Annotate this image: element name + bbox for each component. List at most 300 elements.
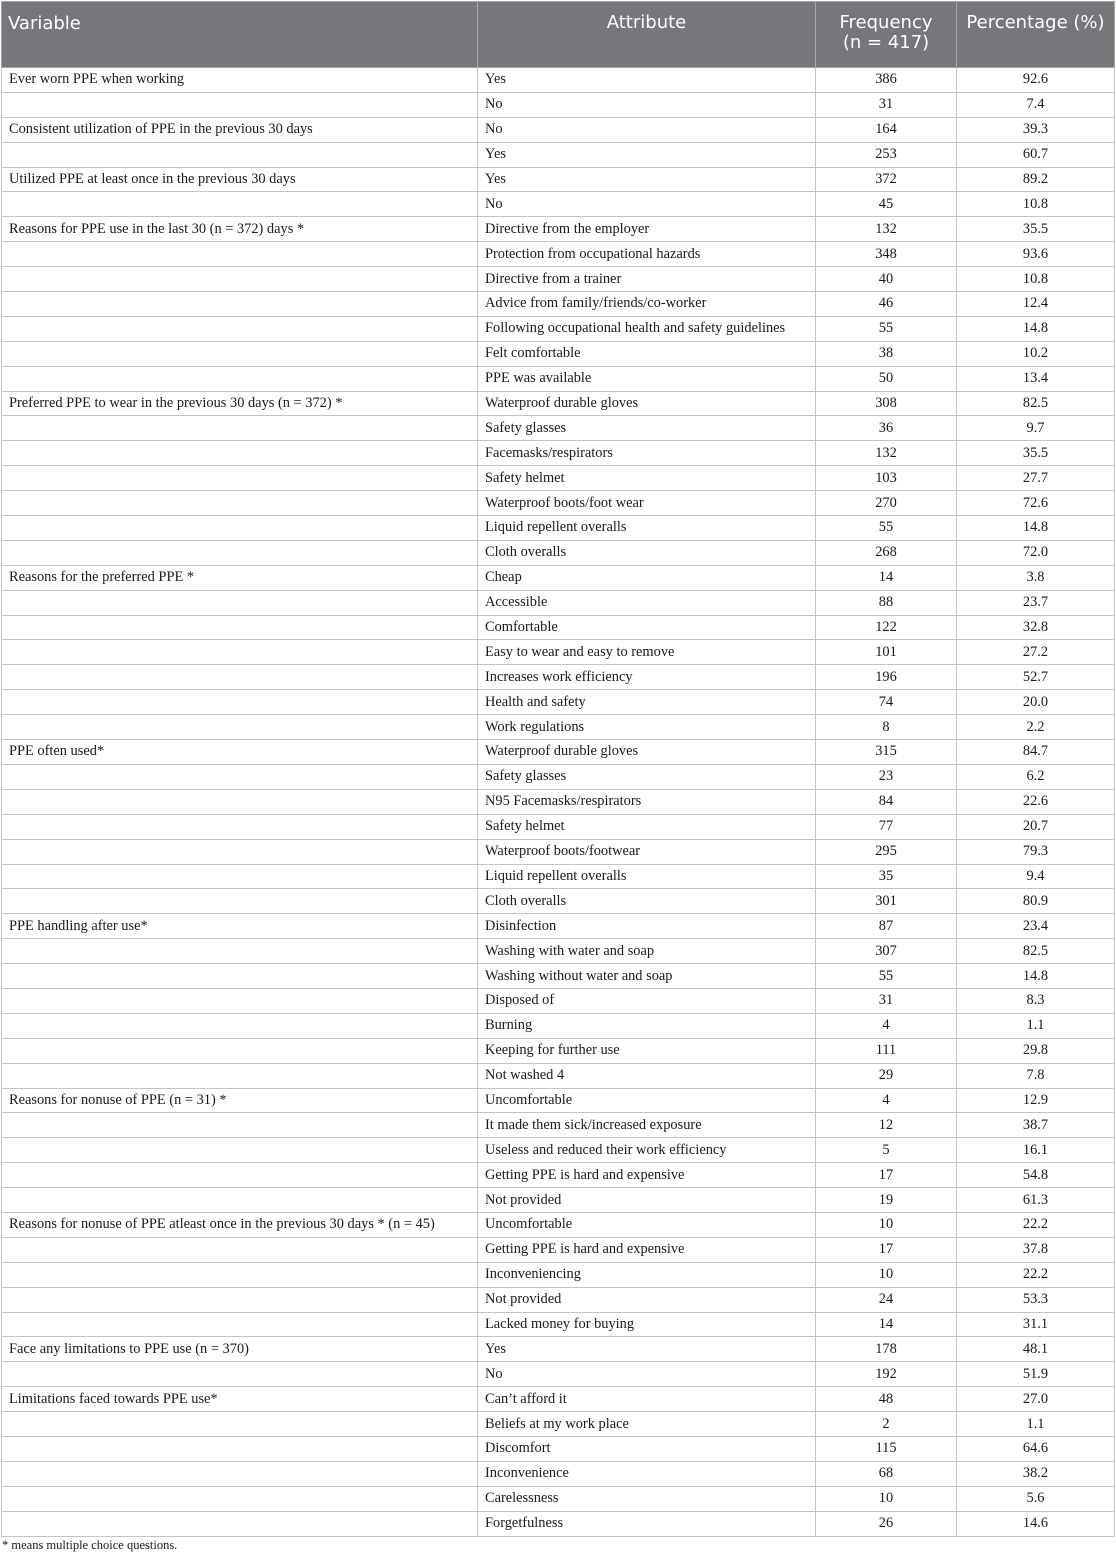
table-row [2, 690, 1115, 715]
cell-percentage: 9.7 [957, 416, 1115, 441]
cell-frequency: 12 [816, 1113, 957, 1138]
cell-frequency: 115 [816, 1436, 957, 1461]
cell-percentage: 51.9 [957, 1362, 1115, 1387]
cell-frequency: 24 [816, 1287, 957, 1312]
table-row [2, 740, 1115, 765]
table-row [2, 640, 1115, 665]
header-frequency-label: Frequency [839, 12, 933, 33]
table-row [2, 68, 1115, 93]
cell-variable [2, 939, 478, 964]
cell-frequency: 48 [816, 1387, 957, 1412]
cell-percentage: 38.2 [957, 1461, 1115, 1486]
table-row [2, 416, 1115, 441]
cell-variable [2, 1038, 478, 1063]
cell-variable: Face any limitations to PPE use (n = 370) [2, 1337, 478, 1362]
cell-variable [2, 1362, 478, 1387]
table-row [2, 1287, 1115, 1312]
cell-variable [2, 192, 478, 217]
cell-variable [2, 1262, 478, 1287]
table-row [2, 1188, 1115, 1213]
cell-percentage: 14.8 [957, 516, 1115, 541]
cell-variable [2, 814, 478, 839]
cell-percentage: 6.2 [957, 764, 1115, 789]
cell-percentage: 93.6 [957, 242, 1115, 267]
cell-variable [2, 540, 478, 565]
cell-variable [2, 1511, 478, 1536]
cell-attribute: Not provided [478, 1188, 816, 1213]
cell-variable [2, 839, 478, 864]
cell-percentage: 10.8 [957, 192, 1115, 217]
cell-variable: Ever worn PPE when working [2, 68, 478, 93]
table-row [2, 964, 1115, 989]
cell-percentage: 92.6 [957, 68, 1115, 93]
cell-variable [2, 416, 478, 441]
cell-attribute: Waterproof durable gloves [478, 740, 816, 765]
cell-frequency: 307 [816, 939, 957, 964]
table-row [2, 167, 1115, 192]
cell-variable [2, 267, 478, 292]
cell-variable [2, 640, 478, 665]
cell-attribute: Liquid repellent overalls [478, 864, 816, 889]
cell-frequency: 40 [816, 267, 957, 292]
cell-percentage: 39.3 [957, 117, 1115, 142]
cell-percentage: 31.1 [957, 1312, 1115, 1337]
cell-frequency: 8 [816, 715, 957, 740]
cell-variable [2, 889, 478, 914]
cell-frequency: 268 [816, 540, 957, 565]
cell-attribute: Safety glasses [478, 416, 816, 441]
cell-attribute: No [478, 192, 816, 217]
cell-percentage: 20.7 [957, 814, 1115, 839]
table-row [2, 1387, 1115, 1412]
cell-attribute: Following occupational health and safety guidelines [478, 316, 816, 341]
table-row [2, 1013, 1115, 1038]
cell-attribute: Protection from occupational hazards [478, 242, 816, 267]
cell-frequency: 270 [816, 491, 957, 516]
table-row [2, 939, 1115, 964]
cell-attribute: Comfortable [478, 615, 816, 640]
cell-percentage: 16.1 [957, 1138, 1115, 1163]
cell-percentage: 61.3 [957, 1188, 1115, 1213]
cell-variable [2, 715, 478, 740]
cell-attribute: Safety helmet [478, 466, 816, 491]
header-percentage: Percentage (%) [957, 2, 1115, 68]
cell-variable [2, 1412, 478, 1437]
cell-frequency: 164 [816, 117, 957, 142]
cell-variable [2, 1287, 478, 1312]
cell-frequency: 196 [816, 665, 957, 690]
table-row [2, 1063, 1115, 1088]
cell-attribute: Getting PPE is hard and expensive [478, 1237, 816, 1262]
cell-percentage: 27.0 [957, 1387, 1115, 1412]
cell-attribute: Uncomfortable [478, 1212, 816, 1237]
cell-frequency: 315 [816, 740, 957, 765]
table-row [2, 466, 1115, 491]
cell-variable [2, 292, 478, 317]
cell-variable [2, 665, 478, 690]
cell-frequency: 4 [816, 1088, 957, 1113]
table-row [2, 1138, 1115, 1163]
cell-percentage: 89.2 [957, 167, 1115, 192]
cell-frequency: 10 [816, 1212, 957, 1237]
cell-frequency: 55 [816, 964, 957, 989]
header-frequency [816, 2, 957, 68]
cell-frequency: 29 [816, 1063, 957, 1088]
cell-attribute: It made them sick/increased exposure [478, 1113, 816, 1138]
cell-frequency: 36 [816, 416, 957, 441]
cell-percentage: 27.2 [957, 640, 1115, 665]
cell-attribute: Directive from a trainer [478, 267, 816, 292]
cell-percentage: 22.2 [957, 1212, 1115, 1237]
cell-frequency: 26 [816, 1511, 957, 1536]
cell-variable [2, 1013, 478, 1038]
cell-variable [2, 366, 478, 391]
cell-frequency: 308 [816, 391, 957, 416]
cell-variable: Reasons for PPE use in the last 30 (n = 372) days * [2, 217, 478, 242]
cell-percentage: 80.9 [957, 889, 1115, 914]
cell-attribute: Lacked money for buying [478, 1312, 816, 1337]
table-row [2, 341, 1115, 366]
cell-variable [2, 988, 478, 1013]
cell-percentage: 13.4 [957, 366, 1115, 391]
cell-variable: Limitations faced towards PPE use* [2, 1387, 478, 1412]
cell-frequency: 295 [816, 839, 957, 864]
cell-frequency: 372 [816, 167, 957, 192]
cell-variable [2, 590, 478, 615]
cell-percentage: 12.9 [957, 1088, 1115, 1113]
cell-frequency: 132 [816, 441, 957, 466]
table-row [2, 764, 1115, 789]
cell-percentage: 54.8 [957, 1163, 1115, 1188]
cell-variable [2, 142, 478, 167]
cell-variable [2, 1163, 478, 1188]
cell-frequency: 88 [816, 590, 957, 615]
cell-variable: PPE handling after use* [2, 914, 478, 939]
cell-attribute: Cloth overalls [478, 889, 816, 914]
table-row [2, 1337, 1115, 1362]
cell-percentage: 22.2 [957, 1262, 1115, 1287]
cell-variable [2, 466, 478, 491]
cell-percentage: 27.7 [957, 466, 1115, 491]
cell-frequency: 103 [816, 466, 957, 491]
header-frequency-n: (n = 417) [842, 32, 930, 53]
table-row [2, 1113, 1115, 1138]
cell-attribute: Accessible [478, 590, 816, 615]
cell-variable [2, 789, 478, 814]
cell-attribute: Yes [478, 142, 816, 167]
cell-frequency: 14 [816, 1312, 957, 1337]
cell-percentage: 7.4 [957, 92, 1115, 117]
cell-attribute: No [478, 92, 816, 117]
cell-frequency: 386 [816, 68, 957, 93]
cell-variable [2, 1461, 478, 1486]
cell-attribute: Cloth overalls [478, 540, 816, 565]
table-body [2, 68, 1115, 1537]
cell-attribute: Waterproof durable gloves [478, 391, 816, 416]
cell-variable [2, 1237, 478, 1262]
cell-attribute: Forgetfulness [478, 1511, 816, 1536]
cell-attribute: No [478, 1362, 816, 1387]
cell-frequency: 5 [816, 1138, 957, 1163]
cell-attribute: Yes [478, 68, 816, 93]
cell-frequency: 74 [816, 690, 957, 715]
cell-frequency: 122 [816, 615, 957, 640]
table-row [2, 391, 1115, 416]
cell-attribute: Beliefs at my work place [478, 1412, 816, 1437]
cell-attribute: Not washed 4 [478, 1063, 816, 1088]
cell-frequency: 55 [816, 316, 957, 341]
cell-attribute: Washing with water and soap [478, 939, 816, 964]
header-row [2, 2, 1115, 68]
cell-variable [2, 1138, 478, 1163]
table-row [2, 1163, 1115, 1188]
cell-attribute: Work regulations [478, 715, 816, 740]
cell-variable [2, 1436, 478, 1461]
cell-frequency: 253 [816, 142, 957, 167]
table-row [2, 516, 1115, 541]
cell-attribute: Can’t afford it [478, 1387, 816, 1412]
cell-variable [2, 316, 478, 341]
header-variable: Variable [2, 2, 478, 68]
table-row [2, 1038, 1115, 1063]
cell-attribute: Health and safety [478, 690, 816, 715]
table-row [2, 1237, 1115, 1262]
cell-percentage: 14.8 [957, 964, 1115, 989]
cell-attribute: Useless and reduced their work efficiency [478, 1138, 816, 1163]
table-row [2, 491, 1115, 516]
cell-percentage: 53.3 [957, 1287, 1115, 1312]
cell-attribute: Keeping for further use [478, 1038, 816, 1063]
table-row [2, 1436, 1115, 1461]
cell-percentage: 9.4 [957, 864, 1115, 889]
table-row [2, 192, 1115, 217]
table-row [2, 1212, 1115, 1237]
table-row [2, 615, 1115, 640]
cell-frequency: 301 [816, 889, 957, 914]
footnote: * means multiple choice questions. [2, 1538, 178, 1552]
cell-frequency: 19 [816, 1188, 957, 1213]
cell-percentage: 32.8 [957, 615, 1115, 640]
cell-attribute: Safety glasses [478, 764, 816, 789]
cell-percentage: 72.6 [957, 491, 1115, 516]
table-row [2, 292, 1115, 317]
cell-attribute: Getting PPE is hard and expensive [478, 1163, 816, 1188]
table-row [2, 914, 1115, 939]
cell-frequency: 10 [816, 1486, 957, 1511]
cell-attribute: Liquid repellent overalls [478, 516, 816, 541]
cell-attribute: Washing without water and soap [478, 964, 816, 989]
cell-frequency: 46 [816, 292, 957, 317]
cell-percentage: 35.5 [957, 217, 1115, 242]
table-row [2, 1486, 1115, 1511]
cell-attribute: PPE was available [478, 366, 816, 391]
cell-attribute: No [478, 117, 816, 142]
cell-percentage: 37.8 [957, 1237, 1115, 1262]
cell-frequency: 178 [816, 1337, 957, 1362]
cell-frequency: 84 [816, 789, 957, 814]
cell-attribute: Facemasks/respirators [478, 441, 816, 466]
cell-variable: Reasons for the preferred PPE * [2, 565, 478, 590]
cell-attribute: Cheap [478, 565, 816, 590]
cell-frequency: 4 [816, 1013, 957, 1038]
ppe-table [1, 1, 1115, 1537]
cell-attribute: Safety helmet [478, 814, 816, 839]
cell-percentage: 35.5 [957, 441, 1115, 466]
cell-variable [2, 615, 478, 640]
table-row [2, 889, 1115, 914]
cell-attribute: Increases work efficiency [478, 665, 816, 690]
cell-percentage: 10.2 [957, 341, 1115, 366]
cell-frequency: 14 [816, 565, 957, 590]
cell-frequency: 31 [816, 988, 957, 1013]
table-row [2, 1088, 1115, 1113]
cell-variable [2, 441, 478, 466]
table-row [2, 814, 1115, 839]
cell-attribute: N95 Facemasks/respirators [478, 789, 816, 814]
cell-percentage: 38.7 [957, 1113, 1115, 1138]
header-attribute: Attribute [478, 2, 816, 68]
cell-frequency: 68 [816, 1461, 957, 1486]
cell-frequency: 23 [816, 764, 957, 789]
cell-percentage: 84.7 [957, 740, 1115, 765]
cell-variable [2, 242, 478, 267]
cell-attribute: Discomfort [478, 1436, 816, 1461]
cell-frequency: 192 [816, 1362, 957, 1387]
cell-percentage: 2.2 [957, 715, 1115, 740]
cell-variable: Preferred PPE to wear in the previous 30 days (n = 372) * [2, 391, 478, 416]
cell-percentage: 22.6 [957, 789, 1115, 814]
cell-attribute: Felt comfortable [478, 341, 816, 366]
cell-frequency: 35 [816, 864, 957, 889]
cell-attribute: Easy to wear and easy to remove [478, 640, 816, 665]
table-row [2, 267, 1115, 292]
cell-frequency: 38 [816, 341, 957, 366]
cell-frequency: 348 [816, 242, 957, 267]
table-row [2, 864, 1115, 889]
cell-variable: Reasons for nonuse of PPE (n = 31) * [2, 1088, 478, 1113]
cell-attribute: Uncomfortable [478, 1088, 816, 1113]
table-row [2, 1511, 1115, 1536]
cell-variable [2, 92, 478, 117]
table-row [2, 665, 1115, 690]
cell-frequency: 45 [816, 192, 957, 217]
cell-frequency: 111 [816, 1038, 957, 1063]
cell-attribute: Carelessness [478, 1486, 816, 1511]
cell-variable [2, 1312, 478, 1337]
table-row [2, 988, 1115, 1013]
cell-percentage: 14.6 [957, 1511, 1115, 1536]
cell-percentage: 23.4 [957, 914, 1115, 939]
cell-percentage: 20.0 [957, 690, 1115, 715]
cell-attribute: Directive from the employer [478, 217, 816, 242]
cell-frequency: 2 [816, 1412, 957, 1437]
cell-attribute: Inconveniencing [478, 1262, 816, 1287]
cell-percentage: 14.8 [957, 316, 1115, 341]
cell-variable [2, 491, 478, 516]
table-row [2, 565, 1115, 590]
table-row [2, 366, 1115, 391]
cell-percentage: 5.6 [957, 1486, 1115, 1511]
cell-frequency: 87 [816, 914, 957, 939]
cell-frequency: 101 [816, 640, 957, 665]
cell-percentage: 1.1 [957, 1412, 1115, 1437]
cell-frequency: 17 [816, 1163, 957, 1188]
cell-variable: Consistent utilization of PPE in the previous 30 days [2, 117, 478, 142]
table-row [2, 142, 1115, 167]
cell-frequency: 55 [816, 516, 957, 541]
cell-variable [2, 1113, 478, 1138]
table-row [2, 441, 1115, 466]
cell-percentage: 79.3 [957, 839, 1115, 864]
table-row [2, 789, 1115, 814]
cell-percentage: 12.4 [957, 292, 1115, 317]
cell-frequency: 77 [816, 814, 957, 839]
cell-attribute: Waterproof boots/foot wear [478, 491, 816, 516]
cell-attribute: Yes [478, 167, 816, 192]
cell-percentage: 3.8 [957, 565, 1115, 590]
cell-variable [2, 690, 478, 715]
cell-variable: Utilized PPE at least once in the previous 30 days [2, 167, 478, 192]
cell-variable: Reasons for nonuse of PPE atleast once in the previous 30 days * (n = 45) [2, 1212, 478, 1237]
cell-percentage: 60.7 [957, 142, 1115, 167]
cell-percentage: 48.1 [957, 1337, 1115, 1362]
table-row [2, 316, 1115, 341]
cell-frequency: 50 [816, 366, 957, 391]
table-row [2, 92, 1115, 117]
table-row [2, 217, 1115, 242]
cell-percentage: 29.8 [957, 1038, 1115, 1063]
table-row [2, 1362, 1115, 1387]
cell-attribute: Waterproof boots/footwear [478, 839, 816, 864]
cell-variable [2, 764, 478, 789]
table-row [2, 117, 1115, 142]
table-row [2, 1262, 1115, 1287]
cell-variable [2, 1486, 478, 1511]
table-row [2, 839, 1115, 864]
table-row [2, 1312, 1115, 1337]
cell-attribute: Yes [478, 1337, 816, 1362]
cell-percentage: 82.5 [957, 939, 1115, 964]
cell-attribute: Disposed of [478, 988, 816, 1013]
table-row [2, 715, 1115, 740]
cell-variable [2, 964, 478, 989]
cell-frequency: 132 [816, 217, 957, 242]
cell-percentage: 8.3 [957, 988, 1115, 1013]
cell-percentage: 1.1 [957, 1013, 1115, 1038]
cell-frequency: 10 [816, 1262, 957, 1287]
table-row [2, 242, 1115, 267]
cell-percentage: 10.8 [957, 267, 1115, 292]
cell-percentage: 52.7 [957, 665, 1115, 690]
cell-attribute: Burning [478, 1013, 816, 1038]
table-row [2, 1412, 1115, 1437]
table-row [2, 1461, 1115, 1486]
cell-percentage: 72.0 [957, 540, 1115, 565]
cell-frequency: 17 [816, 1237, 957, 1262]
cell-variable [2, 341, 478, 366]
cell-percentage: 23.7 [957, 590, 1115, 615]
cell-frequency: 31 [816, 92, 957, 117]
cell-variable [2, 1188, 478, 1213]
cell-attribute: Inconvenience [478, 1461, 816, 1486]
cell-percentage: 64.6 [957, 1436, 1115, 1461]
cell-variable [2, 516, 478, 541]
cell-variable: PPE often used* [2, 740, 478, 765]
cell-percentage: 82.5 [957, 391, 1115, 416]
cell-variable [2, 1063, 478, 1088]
cell-attribute: Not provided [478, 1287, 816, 1312]
table-row [2, 540, 1115, 565]
